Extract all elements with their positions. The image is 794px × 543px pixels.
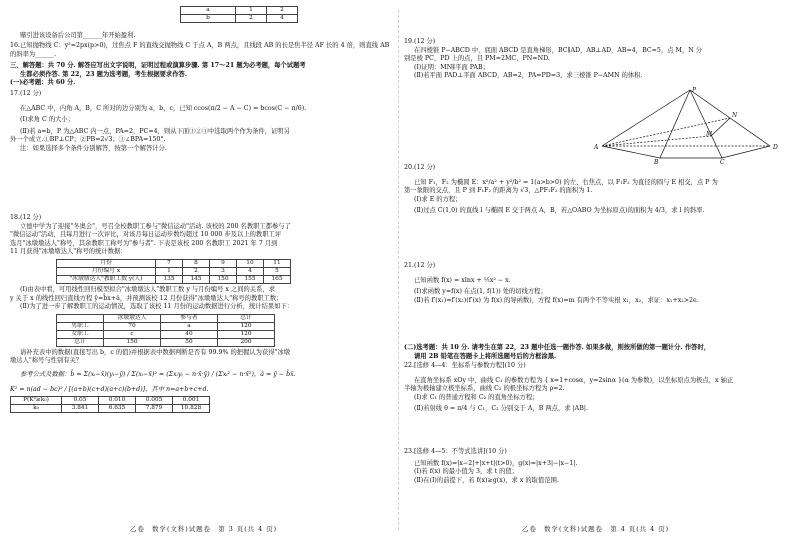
table-row xyxy=(57,267,291,275)
gender-contingency-table xyxy=(56,314,275,347)
table-cell: c xyxy=(104,330,161,338)
table-cell: 70 xyxy=(104,322,161,330)
table-row xyxy=(57,330,275,338)
section-title: 生都必须作答. 第 22，23 题为选考题，考生根据要求作答. xyxy=(20,70,188,78)
table-row xyxy=(57,322,275,330)
table-cell: 145 xyxy=(183,275,210,283)
table-cell: "冰墩墩达人"教职工数 y(人) xyxy=(57,275,156,283)
label-a: A xyxy=(594,144,599,151)
table-cell: 女职工 xyxy=(57,330,104,338)
section-optional-header xyxy=(404,344,784,361)
table-cell: 月份 xyxy=(57,259,156,267)
section-title: 请用 2B 铅笔在答题卡上将所选题号后的方框涂黑. xyxy=(414,352,557,360)
question-text: (Ⅰ)由表中看，可用线性回归模型拟合"冰墩墩达人"教职工数 y 与月份编号 x 之间的关系，求 xyxy=(20,285,275,293)
edge-pb xyxy=(660,90,690,158)
table-cell: 11 xyxy=(264,259,291,267)
table-cell: 150 xyxy=(104,338,161,346)
question-text: (Ⅱ)若射线 θ = π/4 与 C₁，C₂ 分别交于 A，B 两点，求 |AB|. xyxy=(414,405,588,413)
critical-value-table xyxy=(10,396,210,413)
question-text: 在四棱锥 P−ABCD 中，底面 ABCD 是直角梯形，BC∥AD，AB⊥AD，AB=4，BC=5，点 M，N 分 xyxy=(414,46,703,54)
table-cell xyxy=(57,314,104,322)
section-3-header xyxy=(10,62,394,88)
table-cell: 165 xyxy=(264,275,291,283)
chi-square-formula: K² = n(ad − bc)² / [(a+b)(c+d)(a+c)(b+d)]，其中 n=a+b+c+d. xyxy=(10,385,209,393)
pyramid-figure xyxy=(594,86,780,164)
question-number: 17.(12 分) xyxy=(10,90,42,97)
table-cell: k₀ xyxy=(11,405,62,413)
table-cell: 月份编号 x xyxy=(57,267,156,275)
question-20 xyxy=(404,164,784,216)
table-cell: 50 xyxy=(161,338,218,346)
table-cell: 120 xyxy=(218,330,275,338)
table-cell: 男职工 xyxy=(57,322,104,330)
question-number: 20.(12 分) xyxy=(404,164,436,171)
top-table-block xyxy=(180,6,298,23)
table-cell: 冰墩墩达人 xyxy=(104,314,161,322)
question-text: "微信运动"活动，且每月进行一次评比，对该月每日运动步数均超过 10 000 步及以上的教职工评 xyxy=(10,231,282,239)
table-cell: 3.841 xyxy=(62,405,99,413)
table-row xyxy=(57,314,275,322)
question-text: (Ⅱ)在(Ⅰ)的前提下，若 f(x)≥g(x)，求 x 的取值范围. xyxy=(414,476,559,484)
table-cell: 3 xyxy=(210,267,237,275)
table-cell: 200 xyxy=(218,338,275,346)
table-cell: 10.828 xyxy=(173,405,210,413)
question-text: 第一象限的交点，且 P 到 F₁F₂ 的距离为 √3，△PF₁F₂ 的面积为 1. xyxy=(404,187,593,195)
table-cell: 4 xyxy=(267,15,298,23)
section-subtitle: (一)必考题：共 60 分. xyxy=(10,79,76,87)
question-18 xyxy=(10,214,394,413)
section-title: 三、解答题：共 70 分. 解答应写出文字说明，证明过程或演算步骤. 第 17～21 题为必考题，每个试题考 xyxy=(10,62,306,69)
question-21 xyxy=(404,262,784,305)
table-cell: P(K²≥k₀) xyxy=(11,397,62,405)
edge-pc xyxy=(690,90,722,158)
question-text: 请补充表中的数据(直接写出 b，c 的值)并根据表中数据判断是否有 99.9% 的把握认为获得"冰墩 xyxy=(20,348,291,356)
question-note: 注：如果选择多个条件分别解答，按第一个解答计分. xyxy=(20,144,167,152)
question-17 xyxy=(10,90,394,154)
question-text: 已知函数 f(x) = xlnx + ½x² − x. xyxy=(414,276,511,284)
table-cell: 4 xyxy=(237,267,264,275)
question-text: 已知函数 f(x)=|x−2|+|x+t|(t>0)，g(x)=|x+3|−|x−1|. xyxy=(414,459,578,467)
edge-pa xyxy=(602,90,690,146)
table-cell: 0.005 xyxy=(136,397,173,405)
table-cell: 1 xyxy=(156,267,183,275)
top-table xyxy=(180,6,298,23)
right-page xyxy=(404,6,784,536)
table-cell: 9 xyxy=(210,259,237,267)
monthly-stats-table xyxy=(56,259,291,284)
section-title: (二)选考题：共 10 分. 请考生在第 22，23 题中任选一题作答. 如果多做，则按所做的第一题计分. 作答时， xyxy=(404,344,711,351)
table-cell: 120 xyxy=(218,322,275,330)
table-row xyxy=(11,397,210,405)
table-cell: 总计 xyxy=(218,314,275,322)
question-text: 在直角坐标系 xOy 中，曲线 C₁ 的参数方程为 { x=1+cosα，y=2sinα }(α 为参数)，以坐标原点为极点，x 轴正 xyxy=(414,376,734,384)
question-text: (Ⅰ)求角 C 的大小； xyxy=(20,116,75,124)
table-cell: 参与者 xyxy=(161,314,218,322)
table-cell: 7 xyxy=(156,259,183,267)
question-number: 19.(12 分) xyxy=(404,38,436,45)
question-text: (Ⅰ)求 C₁ 的普通方程和 C₂ 的直角坐标方程； xyxy=(414,393,539,401)
edge-ab xyxy=(602,146,660,158)
left-page xyxy=(10,6,394,536)
question-text: (Ⅱ)若平面 PAD⊥平面 ABCD，AB=2，PA=PD=3，求三棱锥 P−AMN 的体积. xyxy=(414,72,643,80)
text-line: 赌引进该设备后公司第______年开始盈利. xyxy=(20,32,136,39)
question-text: (Ⅱ)若 a=b，P 为△ABC 内一点，PA=2，PC=4，则从下面①②③中选取两个作为条件，证明另 xyxy=(20,127,290,135)
table-cell: 150 xyxy=(210,275,237,283)
question-text: 墩达人"称号与性别有关？ xyxy=(10,357,83,365)
page-divider xyxy=(398,10,399,530)
label-p: P xyxy=(692,87,697,94)
table-cell: 135 xyxy=(156,275,183,283)
table-cell: 2 xyxy=(183,267,210,275)
page-footer: 乙卷 数学(文科)试题卷 第 4 页(共 4 页) xyxy=(522,525,670,534)
question-text: 半轴为极轴建立极坐标系，曲线 C₂ 的极坐标方程为 ρ=2. xyxy=(404,385,565,393)
table-cell: 0.010 xyxy=(99,397,136,405)
question-text: 16.已知抛物线 C：y²=2px(p>0)，过焦点 F 的直线交抛物线 C 于点 A，B 两点，且线段 AB 的长是焦半径 AF 长的 4 倍，则直线 AB 的斜率为______. xyxy=(10,42,390,58)
table-cell: a xyxy=(181,7,236,15)
table-row xyxy=(181,7,298,15)
edge-cd xyxy=(722,146,770,158)
question-19 xyxy=(404,38,784,81)
question-text: (Ⅰ)求函数 y=f(x) 在点(1, f(1)) 处的切线方程； xyxy=(414,288,547,296)
segment-am xyxy=(602,136,711,146)
question-number: 21.(12 分) xyxy=(404,262,436,269)
table-cell: 155 xyxy=(237,275,264,283)
question-text: (Ⅱ)若 f′(x₁)=f′(x₂)(f′(x) 为 f(x) 的导函数)，方程 f(x)=m 有两个不等实根 x₁，x₂，求证：x₁+x₂>2e. xyxy=(414,296,699,304)
table-row xyxy=(57,259,291,267)
question-text: 外一个成立.①BP⊥CP；②PB=2√3；③∠BPA=150°. xyxy=(10,136,166,144)
table-cell: 1 xyxy=(236,7,267,15)
question-text: 在△ABC 中，内角 A，B，C 所对的边分别为 a，b，c，已知 ccos(π/2 − A − C) = bcos(C − π/6). xyxy=(20,104,307,112)
table-cell: 0.001 xyxy=(173,397,210,405)
label-c: C xyxy=(720,159,725,164)
table-cell: 40 xyxy=(161,330,218,338)
question-text: 11 月获得"冰墩墩达人"称号的统计数据： xyxy=(10,248,127,256)
question-text: (Ⅰ)求 E 的方程； xyxy=(414,195,462,203)
table-cell: 8 xyxy=(183,259,210,267)
label-b: B xyxy=(654,159,659,164)
table-cell: 总计 xyxy=(57,338,104,346)
table-cell: a xyxy=(161,322,218,330)
question-number: 22.[选修 4—4：坐标系与参数方程](10 分) xyxy=(404,362,526,369)
table-cell: 5 xyxy=(264,267,291,275)
question-16 xyxy=(10,42,394,59)
label-d: D xyxy=(773,144,778,151)
question-text: (Ⅱ)过点 C(1,0) 的直线 l 与椭圆 E 交于两点 A，B，若△OABO 为坐标原点)的面积为 4/3，求 l 的斜率. xyxy=(414,207,705,215)
table-cell: 0.05 xyxy=(62,397,99,405)
table-row xyxy=(181,15,298,23)
question-number: 23.[选修 4—5：不等式选讲](10 分) xyxy=(404,448,507,455)
table-cell: b xyxy=(181,15,236,23)
segment-mn xyxy=(711,118,730,136)
question-text: (Ⅱ)为了进一步了解教职工的运动情况，选取了该校 11 月份的运动数据进行分析，统计结果如下： xyxy=(20,303,294,311)
question-text: (Ⅰ)证明：MN∥平面 PAB； xyxy=(414,63,489,71)
question-15-tail xyxy=(10,32,394,41)
question-22 xyxy=(404,362,784,414)
table-cell: 2 xyxy=(267,7,298,15)
table-cell: 2 xyxy=(236,15,267,23)
question-text: (Ⅰ)若 f(x) 的最小值为 3，求 t 的值； xyxy=(414,468,519,476)
question-text: 已知 F₁，F₂ 为椭圆 E：x²/a² + y²/b² = 1(a>b>0) 的左、右焦点，以 F₁F₂ 为直径的圆与 E 相交，点 P 为 xyxy=(414,178,718,186)
question-text: 立德中学为了迎接"冬奥会"，号召全校教职工参与"微信运动"活动. 该校的 200 名教职工都参与了 xyxy=(20,222,291,230)
table-cell: 10 xyxy=(237,259,264,267)
label-n: N xyxy=(732,112,738,119)
question-text: 别是棱 PC，PD 上的点，且 PM=2MC，PN=ND. xyxy=(404,55,550,63)
table-cell: 7.879 xyxy=(136,405,173,413)
table-cell: 6.635 xyxy=(99,405,136,413)
page-footer: 乙卷 数学(文科)试题卷 第 3 页(共 4 页) xyxy=(130,525,278,534)
table-row xyxy=(11,405,210,413)
label-m: M xyxy=(706,131,713,138)
table-row xyxy=(57,338,275,346)
question-text: 选月"冰墩墩达人"称号，其余教职工称号为"参与者". 下表是该校 200 名教职工 2021 年 7 月到 xyxy=(10,239,278,247)
question-23 xyxy=(404,448,784,485)
question-number: 18.(12 分) xyxy=(10,214,42,221)
question-text: y 关于 x 的线性回归直线方程 ŷ=b̂x+â，并预测该校 12 月份获得"冰墩墩达人"称号的教职工数； xyxy=(10,294,283,302)
table-row xyxy=(57,275,291,283)
reference-formula: 参考公式及数据：b̂ = Σ(xᵢ−x̄)(yᵢ−ȳ) / Σ(xᵢ−x̄)² = (Σxᵢyᵢ − n·x̄·ȳ) / (Σxᵢ² − n·x̄²)，â = ȳ − b̂x̄. xyxy=(20,370,296,378)
